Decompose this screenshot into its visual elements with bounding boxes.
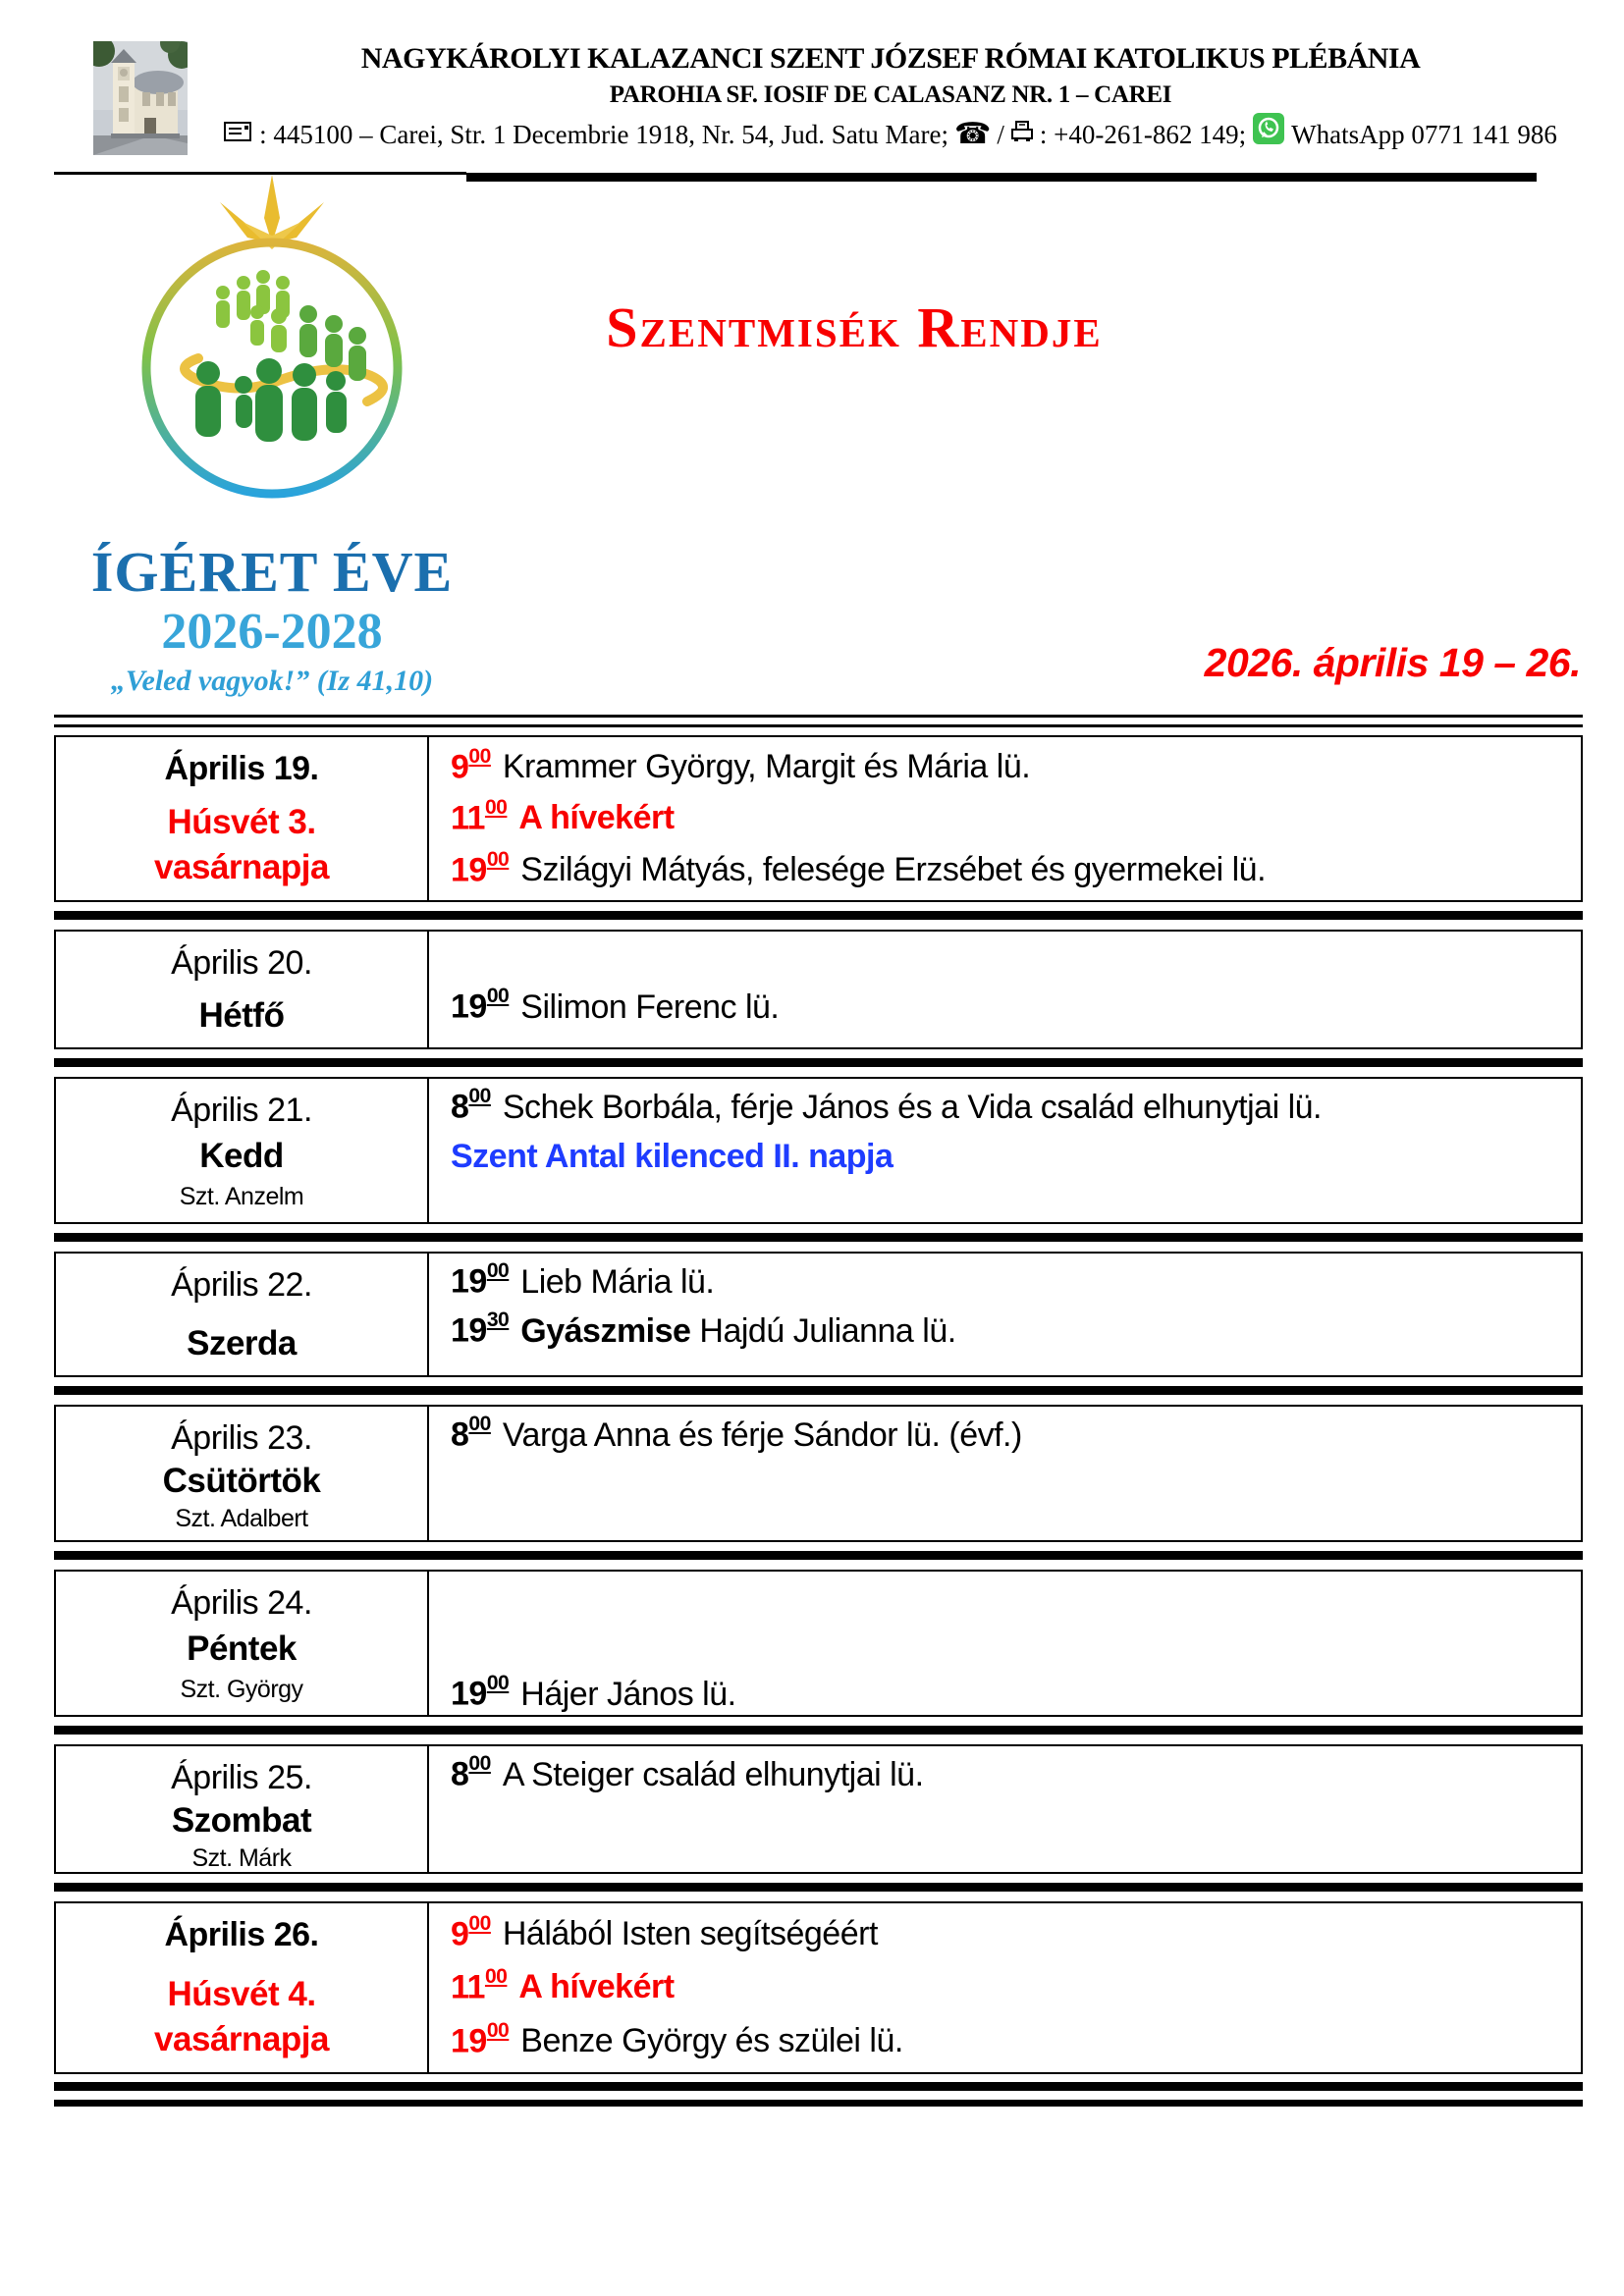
mass-text: A hívekért	[518, 799, 675, 837]
saint-label: Szt. György	[180, 1676, 303, 1703]
schedule-row	[54, 930, 1583, 1049]
sunday-line: vasárnapja	[154, 848, 329, 886]
mass-time: $19^{00}$	[451, 985, 510, 1026]
sunday-label	[154, 1972, 329, 2062]
row-separator	[54, 1874, 1583, 1901]
sunday-line: vasárnapja	[154, 2020, 329, 2058]
promise-year-logo	[51, 167, 493, 703]
date-cell	[56, 1407, 429, 1540]
mass-entries-cell	[429, 737, 1581, 900]
address-text: : 445100 – Carei, Str. 1 Decembrie 1918, Nr. 54, Jud. Satu Mare;	[259, 120, 949, 149]
mass-entry	[451, 2017, 1571, 2066]
mass-text: Silimon Ferenc lü.	[520, 988, 780, 1026]
date-label: Április 26.	[164, 1916, 319, 1953]
mass-text: Lieb Mária lü.	[520, 1262, 715, 1301]
mass-time: $19^{00}$	[451, 847, 510, 889]
row-separator	[54, 1717, 1583, 1744]
parish-name-hu: NAGYKÁROLYI KALAZANCI SZENT JÓZSEF RÓMAI KATOLIKUS PLÉBÁNIA	[360, 42, 1421, 75]
church-illustration	[93, 41, 188, 155]
weekday-label: Kedd	[199, 1137, 284, 1175]
mass-text: A hívekért	[518, 1968, 675, 2006]
saint-label: Szt. Anzelm	[179, 1183, 304, 1210]
row-separator	[54, 1542, 1583, 1570]
schedule-row	[54, 1901, 1583, 2074]
mass-entries-cell	[429, 1746, 1581, 1872]
schedule-row	[54, 1252, 1583, 1377]
phone-number-text: : +40-261-862 149;	[1039, 120, 1247, 149]
date-cell	[56, 737, 429, 900]
mass-text: A Steiger család elhunytjai lü.	[502, 1755, 924, 1793]
mass-entry	[451, 1083, 1571, 1132]
date-cell	[56, 1903, 429, 2072]
logo-quote: „Veled vagyok!” (Iz 41,10)	[110, 665, 434, 697]
mass-entry	[451, 1909, 1571, 1958]
row-separator	[54, 1377, 1583, 1405]
mass-text: Gyászmise	[520, 1311, 691, 1350]
date-label: Április 20.	[171, 944, 312, 982]
mass-entries-cell	[429, 1254, 1581, 1375]
mass-entry	[451, 1307, 1571, 1356]
letterhead-text	[206, 39, 1575, 157]
mass-time: $8^{00}$	[451, 1752, 491, 1793]
mass-entries-cell	[429, 1079, 1581, 1222]
saint-label: Szt. Márk	[191, 1844, 292, 1872]
schedule-row	[54, 1570, 1583, 1717]
mass-entry	[451, 846, 1571, 895]
mass-entry	[451, 1670, 1571, 1719]
sunday-line: Húsvét 3.	[167, 803, 316, 841]
mass-entry	[451, 1257, 1571, 1307]
mass-time: $8^{00}$	[451, 1085, 491, 1126]
mass-time: $19^{00}$	[451, 1672, 510, 1713]
mass-text: Schek Borbála, férje János és a Vida család elhunytjai lü.	[502, 1088, 1322, 1126]
mass-text: Varga Anna és férje Sándor lü. (évf.)	[502, 1415, 1022, 1454]
parish-name-ro: PAROHIA SF. IOSIF DE CALASANZ NR. 1 – CAREI	[609, 81, 1172, 108]
row-separator	[54, 1049, 1583, 1077]
mass-entry	[451, 1963, 1571, 2012]
mass-time: $19^{00}$	[451, 2018, 510, 2060]
mass-entry	[451, 794, 1571, 843]
date-label: Április 24.	[171, 1584, 312, 1622]
mass-entry	[451, 983, 1571, 1032]
saint-label: Szt. Adalbert	[175, 1505, 308, 1532]
mass-entry	[451, 742, 1571, 791]
schedule-row	[54, 735, 1583, 902]
mass-entry	[451, 1750, 1571, 1799]
mass-entries-cell	[429, 932, 1581, 1047]
date-cell	[56, 1572, 429, 1715]
schedule-row	[54, 1405, 1583, 1542]
schedule-row	[54, 1744, 1583, 1874]
mass-note: Szent Antal kilenced II. napja	[451, 1137, 893, 1175]
mass-time: $19^{30}$	[451, 1308, 510, 1350]
week-date-range: 2026. április 19 – 26.	[1204, 640, 1581, 685]
date-label: Április 25.	[171, 1759, 312, 1796]
mass-time: $19^{00}$	[451, 1259, 510, 1301]
mass-entry	[451, 1623, 1571, 1670]
mass-entry	[451, 1575, 1571, 1623]
weekday-label: Szerda	[187, 1324, 297, 1362]
mass-text: Hálából Isten segítségéért	[502, 1914, 878, 1952]
mass-entries-cell	[429, 1903, 1581, 2072]
weekday-label: Csütörtök	[162, 1462, 321, 1500]
mass-text: Hájer János lü.	[520, 1675, 736, 1713]
logo-title: ÍGÉRET ÉVE	[90, 540, 454, 604]
church-photo-image	[93, 41, 188, 155]
logo-years: 2026-2028	[161, 604, 383, 660]
date-label: Április 22.	[171, 1266, 312, 1304]
mass-entries-cell	[429, 1407, 1581, 1540]
whatsapp-icon	[1252, 112, 1285, 157]
logo-illustration	[51, 167, 493, 530]
mass-text: Szilágyi Mátyás, felesége Erzsébet és gyermekei lü.	[520, 851, 1267, 889]
mass-text: Hajdú Julianna lü.	[690, 1311, 956, 1350]
date-cell	[56, 1079, 429, 1222]
mass-entry	[451, 935, 1571, 983]
mass-text: Benze György és szülei lü.	[520, 2022, 903, 2060]
date-label: Április 21.	[171, 1092, 312, 1129]
weekday-label: Hétfő	[198, 996, 285, 1035]
mass-time: $11^{00}$	[451, 796, 508, 837]
fax-icon	[1010, 114, 1034, 155]
mass-time: $8^{00}$	[451, 1413, 491, 1454]
weekday-label: Péntek	[187, 1629, 297, 1668]
schedule-row	[54, 1077, 1583, 1224]
page-title: Szentmisék Rendje	[606, 295, 1103, 359]
mass-text: Krammer György, Margit és Mária lü.	[502, 747, 1031, 785]
date-cell	[56, 1746, 429, 1872]
contact-line	[206, 112, 1575, 157]
mass-entry	[451, 1132, 1571, 1181]
schedule-table	[54, 715, 1583, 2107]
weekday-label: Szombat	[171, 1801, 312, 1840]
phone-icon: ☎	[954, 118, 992, 150]
mass-time: $11^{00}$	[451, 1965, 508, 2006]
phone-fax-separator: /	[997, 120, 1004, 149]
sunday-label	[154, 800, 329, 890]
date-cell	[56, 932, 429, 1047]
whatsapp-number-text: WhatsApp 0771 141 986	[1291, 120, 1557, 149]
date-label: Április 23.	[171, 1419, 312, 1457]
mail-icon	[224, 114, 253, 155]
sunday-line: Húsvét 4.	[167, 1975, 316, 2013]
table-bottom-rule	[54, 2082, 1583, 2107]
mass-time: $9^{00}$	[451, 1911, 491, 1952]
mass-entries-cell	[429, 1572, 1581, 1715]
mass-entry	[451, 1411, 1571, 1460]
row-separator	[54, 902, 1583, 930]
date-cell	[56, 1254, 429, 1375]
row-separator	[54, 1224, 1583, 1252]
mass-time: $9^{00}$	[451, 744, 491, 785]
date-label: Április 19.	[164, 750, 319, 787]
